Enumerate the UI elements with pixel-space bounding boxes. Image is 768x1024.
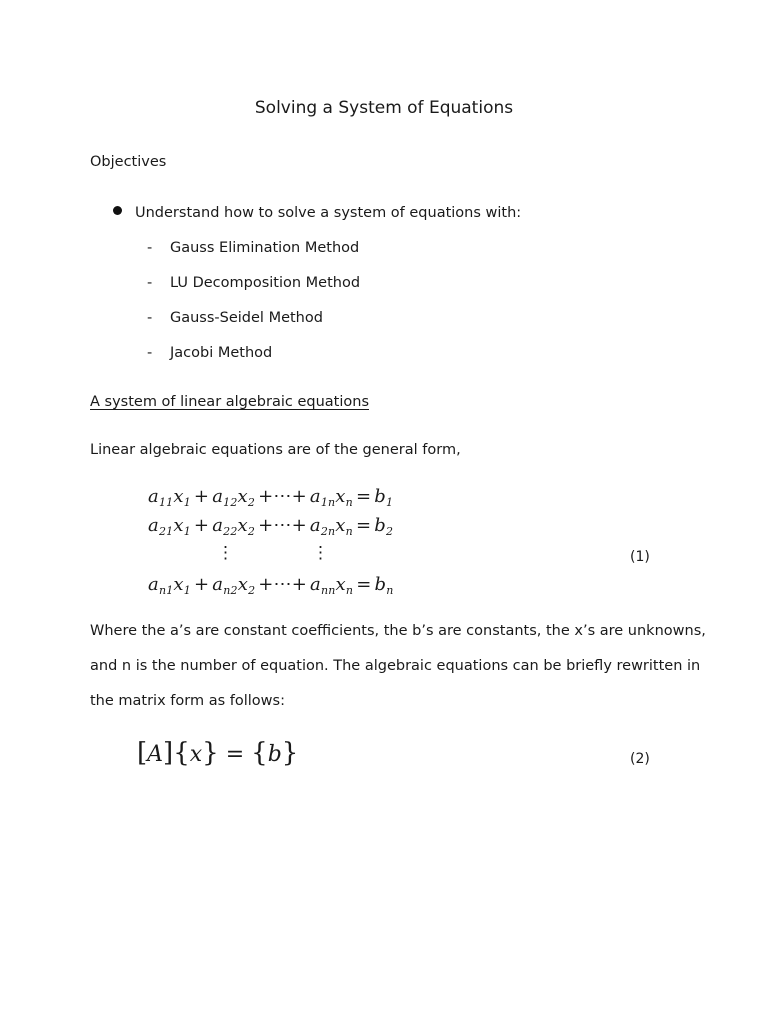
list-dash: - <box>147 240 153 256</box>
objective-bullet-text: Understand how to solve a system of equations with: <box>135 205 522 221</box>
vertical-ellipsis: ⋮ <box>312 543 329 563</box>
page-title: Solving a System of Equations <box>254 98 514 118</box>
list-dash: - <box>147 310 153 326</box>
method-item-jacobi: Jacobi Method <box>170 345 273 361</box>
paragraph-line-1: Where the a’s are constant coefficients, the b’s are constants, the x’s are unknowns, <box>90 623 706 639</box>
equation-row-2: $a_{21}x_1 + a_{22}x_2$ +⋯+ $a_{2n}x_n = b_2$ <box>148 515 394 538</box>
objectives-heading: Objectives <box>90 154 167 170</box>
method-item-lu-decomposition: LU Decomposition Method <box>170 275 361 291</box>
intro-text: Linear algebraic equations are of the general form, <box>90 442 461 458</box>
vertical-ellipsis: ⋮ <box>217 543 234 563</box>
section-heading: A system of linear algebraic equations <box>90 394 369 410</box>
paragraph-line-2: and n is the number of equation. The algebraic equations can be briefly rewritten in <box>90 658 701 674</box>
equation-number-1: (1) <box>630 549 650 565</box>
equation-row-n: $a_{n1}x_1 + a_{n2}x_2$ +⋯+ $a_{nn}x_n = b_n$ <box>148 574 394 597</box>
equation-number-2: (2) <box>630 751 650 767</box>
list-dash: - <box>147 275 153 291</box>
method-item-gauss-elimination: Gauss Elimination Method <box>170 240 360 256</box>
method-item-gauss-seidel: Gauss-Seidel Method <box>170 310 323 326</box>
list-dash: - <box>147 345 153 361</box>
matrix-equation: [A]{x} = {b} <box>137 738 299 768</box>
equation-row-1: $a_{11}x_1 + a_{12}x_2$ +⋯+ $a_{1n}x_n = b_1$ <box>148 486 394 509</box>
bullet-dot-icon <box>113 206 122 215</box>
paragraph-line-3: the matrix form as follows: <box>90 693 285 709</box>
